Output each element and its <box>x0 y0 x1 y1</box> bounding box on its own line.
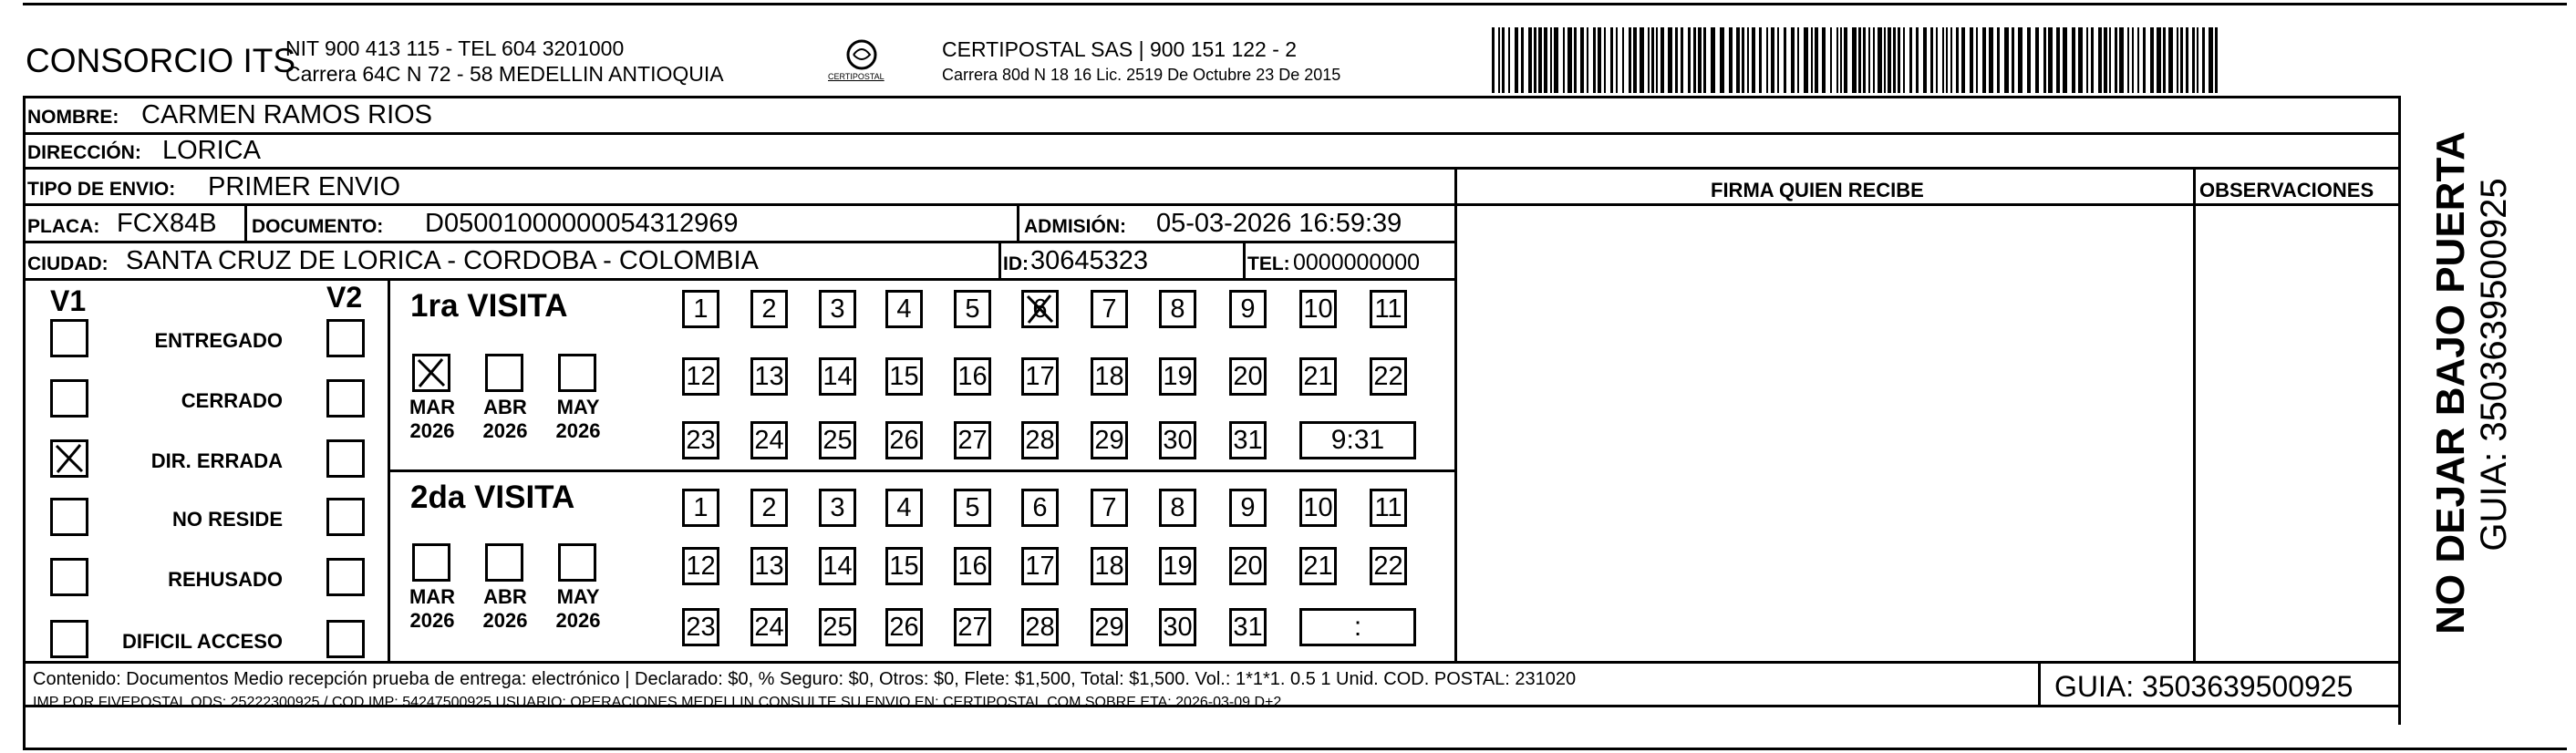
handwritten-x-mark <box>415 356 448 389</box>
day-box-5[interactable]: 5 <box>954 290 991 328</box>
day-box-8[interactable]: 8 <box>1159 489 1196 527</box>
month-label: ABR <box>483 396 527 418</box>
admision-label: ADMISIÓN: <box>1024 216 1126 237</box>
day-box-17[interactable]: 17 <box>1021 357 1059 396</box>
visita2-title: 2da VISITA <box>410 480 575 515</box>
day-box-28[interactable]: 28 <box>1021 608 1059 646</box>
day-box-27[interactable]: 27 <box>954 421 991 459</box>
day-box-12[interactable]: 12 <box>682 357 719 396</box>
v2-checkbox[interactable] <box>326 379 365 418</box>
direccion-label: DIRECCIÓN: <box>27 142 141 163</box>
v2-header: V2 <box>326 281 363 314</box>
observaciones-header: OBSERVACIONES <box>2199 179 2374 201</box>
v2-checkbox[interactable] <box>326 498 365 536</box>
month-checkbox-mar[interactable] <box>412 354 450 392</box>
id-label: ID: <box>1003 253 1029 274</box>
documento-value: D05001000000054312969 <box>425 209 739 238</box>
v2-checkbox[interactable] <box>326 620 365 658</box>
day-box-30[interactable]: 30 <box>1159 421 1196 459</box>
day-box-30[interactable]: 30 <box>1159 608 1196 646</box>
obs-divider <box>2193 167 2196 661</box>
row-line-6 <box>23 661 2398 664</box>
month-checkbox-abr[interactable] <box>485 543 523 582</box>
day-box-24[interactable]: 24 <box>750 421 788 459</box>
month-checkbox-abr[interactable] <box>485 354 523 392</box>
company-address: Carrera 64C N 72 - 58 MEDELLIN ANTIOQUIA <box>285 62 724 86</box>
day-box-21[interactable]: 21 <box>1299 357 1337 396</box>
month-label: ABR <box>483 585 527 608</box>
placa-divider <box>244 203 247 241</box>
day-box-18[interactable]: 18 <box>1091 357 1128 396</box>
day-box-4[interactable]: 4 <box>885 489 923 527</box>
day-box-2[interactable]: 2 <box>750 290 788 328</box>
row-line-1 <box>23 132 2398 135</box>
day-box-23[interactable]: 23 <box>682 421 719 459</box>
direccion-value: LORICA <box>162 136 261 165</box>
day-box-8[interactable]: 8 <box>1159 290 1196 328</box>
day-box-7[interactable]: 7 <box>1091 489 1128 527</box>
footer-guia: GUIA: 3503639500925 <box>2054 670 2354 703</box>
nombre-label: NOMBRE: <box>27 107 119 128</box>
side-guia: GUIA: 3503639500925 <box>2474 178 2514 552</box>
page-left <box>23 661 26 748</box>
day-box-24[interactable]: 24 <box>750 608 788 646</box>
day-box-15[interactable]: 15 <box>885 357 923 396</box>
day-box-20[interactable]: 20 <box>1229 547 1267 585</box>
tel-divider <box>1243 241 1246 278</box>
year-label: 2026 <box>555 609 601 632</box>
status-label: REHUSADO <box>168 568 283 591</box>
admision-value: 05-03-2026 16:59:39 <box>1156 209 1402 238</box>
day-box-3[interactable]: 3 <box>819 290 856 328</box>
day-box-1[interactable]: 1 <box>682 489 719 527</box>
frame-right <box>2398 96 2401 725</box>
firma-header: FIRMA QUIEN RECIBE <box>1711 179 1924 201</box>
day-box-7[interactable]: 7 <box>1091 290 1128 328</box>
day-box-18[interactable]: 18 <box>1091 547 1128 585</box>
day-box-9[interactable]: 9 <box>1229 290 1267 328</box>
day-box-27[interactable]: 27 <box>954 608 991 646</box>
day-box-1[interactable]: 1 <box>682 290 719 328</box>
handwritten-x-mark <box>1024 293 1056 325</box>
status-label: NO RESIDE <box>171 508 283 531</box>
day-box-29[interactable]: 29 <box>1091 608 1128 646</box>
month-label: MAY <box>556 396 600 418</box>
footer-guia-divider <box>2038 661 2041 705</box>
day-box-25[interactable]: 25 <box>819 608 856 646</box>
placa-value: FCX84B <box>117 209 217 238</box>
v2-checkbox[interactable] <box>326 439 365 478</box>
year-label: 2026 <box>409 609 455 632</box>
day-box-22[interactable]: 22 <box>1370 547 1407 585</box>
top-border <box>23 3 2567 5</box>
month-checkbox-mar[interactable] <box>412 543 450 582</box>
tel-label: TEL: <box>1247 253 1290 274</box>
year-label: 2026 <box>482 419 528 442</box>
documento-label: DOCUMENTO: <box>252 216 384 237</box>
barcode <box>1492 27 2221 93</box>
certipostal-nit: CERTIPOSTAL SAS | 900 151 122 - 2 <box>942 37 1298 61</box>
day-box-9[interactable]: 9 <box>1229 489 1267 527</box>
footer-content: Contenido: Documentos Medio recepción prueba de entrega: electrónico | Declarado: $0, % Seguro: $0, Otros: $0, Flete: $1,500, Total: $1,500. Vol.: 1*1*1. 0.5 1 Unid. COD. POSTAL: 231020 <box>33 669 1577 689</box>
day-box-5[interactable]: 5 <box>954 489 991 527</box>
month-label: MAR <box>409 585 456 608</box>
day-box-26[interactable]: 26 <box>885 608 923 646</box>
ciudad-label: CIUDAD: <box>27 253 109 274</box>
day-box-2[interactable]: 2 <box>750 489 788 527</box>
day-box-17[interactable]: 17 <box>1021 547 1059 585</box>
logo-text: CERTIPOSTAL <box>828 72 885 81</box>
nombre-value: CARMEN RAMOS RIOS <box>141 100 433 129</box>
tel-value: 0000000000 <box>1293 250 1421 275</box>
page-bottom <box>23 748 2567 750</box>
admision-divider <box>1017 203 1019 241</box>
month-checkbox-may[interactable] <box>558 543 596 582</box>
day-box-25[interactable]: 25 <box>819 421 856 459</box>
status-label: CERRADO <box>181 389 283 412</box>
day-box-22[interactable]: 22 <box>1370 357 1407 396</box>
day-box-28[interactable]: 28 <box>1021 421 1059 459</box>
side-warning: NO DEJAR BAJO PUERTA <box>2428 131 2473 634</box>
year-label: 2026 <box>555 419 601 442</box>
status-label: DIFICIL ACCESO <box>121 630 283 653</box>
day-box-10[interactable]: 10 <box>1299 489 1337 527</box>
day-box-10[interactable]: 10 <box>1299 290 1337 328</box>
day-box-16[interactable]: 16 <box>954 357 991 396</box>
day-box-14[interactable]: 14 <box>819 357 856 396</box>
company-name: CONSORCIO ITS <box>26 42 296 79</box>
status-label: ENTREGADO <box>154 329 283 352</box>
day-box-3[interactable]: 3 <box>819 489 856 527</box>
time-box[interactable]: : <box>1299 608 1416 646</box>
day-box-13[interactable]: 13 <box>750 547 788 585</box>
day-box-26[interactable]: 26 <box>885 421 923 459</box>
day-box-21[interactable]: 21 <box>1299 547 1337 585</box>
day-box-13[interactable]: 13 <box>750 357 788 396</box>
tipo-envio-value: PRIMER ENVIO <box>208 172 401 201</box>
day-box-15[interactable]: 15 <box>885 547 923 585</box>
month-checkbox-may[interactable] <box>558 354 596 392</box>
time-box[interactable]: 9:31 <box>1299 421 1416 459</box>
day-box-12[interactable]: 12 <box>682 547 719 585</box>
row-line-2 <box>23 167 2398 170</box>
day-box-31[interactable]: 31 <box>1229 421 1267 459</box>
month-label: MAR <box>409 396 456 418</box>
footer-imp: IMP POR FIVEPOSTAL ODS: 25222300925 / COD.IMP: 54247500925 USUARIO: OPERACIONES MEDELLIN CONSULTE SU ENVIO EN: CERTIPOSTAL.COM SOBRE ETA: 2026-03-09 D+2 <box>33 695 1282 710</box>
certipostal-logo <box>821 36 903 91</box>
firma-divider <box>1454 167 1457 661</box>
id-divider <box>998 241 1001 278</box>
day-box-20[interactable]: 20 <box>1229 357 1267 396</box>
row-line-3 <box>23 203 2398 206</box>
day-box-6[interactable]: 6 <box>1021 290 1059 328</box>
year-label: 2026 <box>409 419 455 442</box>
month-label: MAY <box>556 585 600 608</box>
year-label: 2026 <box>482 609 528 632</box>
status-label: DIR. ERRADA <box>150 449 283 472</box>
v2-checkbox[interactable] <box>326 558 365 596</box>
id-value: 30645323 <box>1030 246 1149 275</box>
day-box-19[interactable]: 19 <box>1159 357 1196 396</box>
visita1-title: 1ra VISITA <box>410 288 568 324</box>
day-box-16[interactable]: 16 <box>954 547 991 585</box>
v1-header: V1 <box>50 284 87 317</box>
header-bottom-line <box>23 96 2398 98</box>
day-box-11[interactable]: 11 <box>1370 489 1407 527</box>
day-box-31[interactable]: 31 <box>1229 608 1267 646</box>
visita-divider <box>388 469 1454 472</box>
day-box-4[interactable]: 4 <box>885 290 923 328</box>
day-box-11[interactable]: 11 <box>1370 290 1407 328</box>
certipostal-address: Carrera 80d N 18 16 Lic. 2519 De Octubre 23 De 2015 <box>942 66 1341 84</box>
row-line-4 <box>23 241 1454 243</box>
tipo-envio-label: TIPO DE ENVIO: <box>27 179 176 200</box>
day-box-29[interactable]: 29 <box>1091 421 1128 459</box>
v2-checkbox[interactable] <box>326 319 365 357</box>
placa-label: PLACA: <box>27 216 100 237</box>
company-nit: NIT 900 413 115 - TEL 604 3201000 <box>285 36 625 60</box>
row-line-5 <box>23 278 1454 281</box>
ciudad-value: SANTA CRUZ DE LORICA - CORDOBA - COLOMBIA <box>126 246 759 275</box>
day-box-19[interactable]: 19 <box>1159 547 1196 585</box>
day-box-6[interactable]: 6 <box>1021 489 1059 527</box>
day-box-14[interactable]: 14 <box>819 547 856 585</box>
day-box-23[interactable]: 23 <box>682 608 719 646</box>
